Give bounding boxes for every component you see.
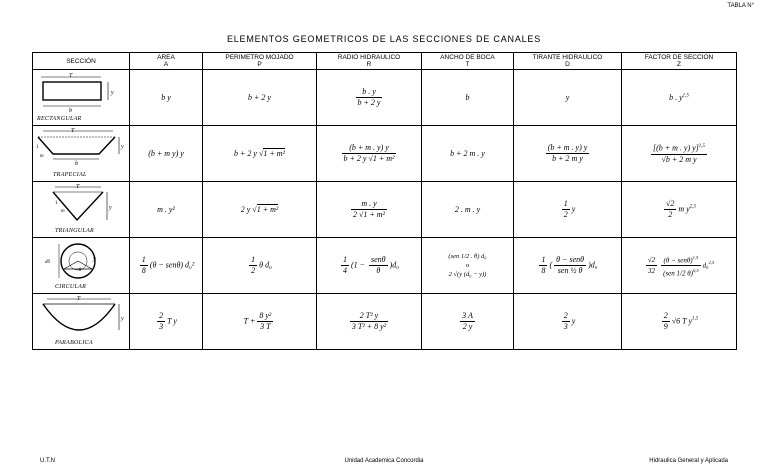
table-row [33,70,737,126]
svg-text:1: 1 [36,145,39,150]
depth-formula: $\frac{(b + m . y) y}{\text{b + 2 m y}}$ [514,126,622,182]
radius-formula: $\frac{1}{4}$ (1 − senθ θ )d₀ [317,238,422,294]
top-width-formula: $\frac{3 A}{2 y}$ [422,294,514,350]
top-width-formula: 2 . m . y [422,182,514,238]
parabolic-section-diagram [33,294,130,350]
svg-text:T: T [77,296,81,302]
header-top-width: ANCHO DE BOCA T [422,53,514,70]
top-width-formula: (sen 1/2 . θ) d₀ o 2 √(y (d₀ − y)) [422,238,514,294]
table-row [33,182,737,238]
area-formula: $\frac{1}{8}$ (θ − senθ) d₀² [130,238,203,294]
perimeter-formula: T + $\frac{\text{8 y²}}{3 T}$ [203,294,317,350]
section-factor-formula: $\frac{[(b + m . y) y]^{1,5}}{\text{√b + 2 m y}}$ [622,126,737,182]
circular-section-diagram [33,238,130,294]
radius-formula: $\frac{\text{2 T² y}}{\text{3 T² + 8 y²}}$ [317,294,422,350]
section-name: TRAPECIAL [53,172,87,178]
area-formula: $\frac{2}{3}$ T y [130,294,203,350]
table-row [33,238,737,294]
section-factor-formula: $\frac{√2}{32}$ $(\theta - sen\theta)^{1,5}$ (sen 1/2 θ)$^{0,5}$ d₀$^{2,5}$ [622,238,737,294]
top-width-formula: b + 2 m . y [422,126,514,182]
svg-text:y: y [121,316,124,322]
svg-text:b: b [69,108,72,114]
radius-formula: $\frac{m . y}{\text{2 √1 + m²}}$ [317,182,422,238]
svg-text:T: T [76,184,80,190]
depth-formula: $\frac{2}{3}$ y [514,294,622,350]
section-factor-formula: $\frac{2}{9}$ √6 T $y^{1,5}$ [622,294,737,350]
area-formula: m . y² [130,182,203,238]
svg-text:y: y [93,256,96,262]
svg-text:1: 1 [55,201,58,206]
svg-text:m: m [40,154,44,159]
svg-text:y: y [111,90,114,96]
section-factor-formula: $\frac{√2}{2}$ m $y^{2,5}$ [622,182,737,238]
section-name: CIRCULAR [55,284,87,290]
perimeter-formula: $\frac{1}{2}$ θ d₀ [203,238,317,294]
top-width-formula: b [422,70,514,126]
svg-text:m: m [61,209,65,214]
section-name: RECTANGULAR [37,116,82,122]
radius-formula: $\frac{b . y}{b + 2 y}$ [317,70,422,126]
svg-text:T: T [69,73,73,79]
header-section: SECCIÓN [33,53,130,70]
footer-institution: U.T.N [40,458,55,464]
svg-text:θ: θ [79,268,82,273]
header-perimeter: PERIMETRO MOJADO P [203,53,317,70]
footer-course: Hidraulica General y Aplicada [649,458,728,464]
table-number-label: TABLA N° [727,3,754,9]
trapezoidal-section-diagram [33,126,130,182]
section-name: TRIANGULAR [55,228,94,234]
section-name: PARABOLICA [55,340,93,346]
header-hydraulic-radius: RADIO HIDRAULICO R [317,53,422,70]
channel-geometry-table [32,52,737,350]
area-formula: (b + m y) y [130,126,203,182]
svg-text:T: T [71,128,75,134]
svg-text:y: y [109,205,112,211]
header-section-factor: FACTOR DE SECCION Z [622,53,737,70]
header-row [33,53,737,70]
radius-formula: $\frac{(b + m . y) y}{\text{b + 2 y √1 + m²}}$ [317,126,422,182]
rectangular-section-diagram [33,70,130,126]
svg-text:d0: d0 [45,260,50,265]
table-row [33,294,737,350]
svg-text:b: b [75,161,78,167]
perimeter-formula: 2 y √1 + m² [203,182,317,238]
header-area: AREA A [130,53,203,70]
svg-text:y: y [121,144,124,150]
triangular-section-diagram [33,182,130,238]
page-title: ELEMENTOS GEOMETRICOS DE LAS SECCIONES DE CANALES [226,34,542,44]
area-formula: b y [130,70,203,126]
depth-formula: y [514,70,622,126]
perimeter-formula: b + 2 y [203,70,317,126]
table-row [33,126,737,182]
header-hydraulic-depth: TIRANTE HIDRAULICO D [514,53,622,70]
perimeter-formula: b + 2 y √1 + m² [203,126,317,182]
depth-formula: $\frac{1}{8}$ ( θ − senθ sen ½ θ )d₀ [514,238,622,294]
footer-unit: Unidad Academica Concordia [344,458,424,464]
depth-formula: $\frac{1}{2}$ y [514,182,622,238]
section-factor-formula: b . $y^{1,5}$ [622,70,737,126]
